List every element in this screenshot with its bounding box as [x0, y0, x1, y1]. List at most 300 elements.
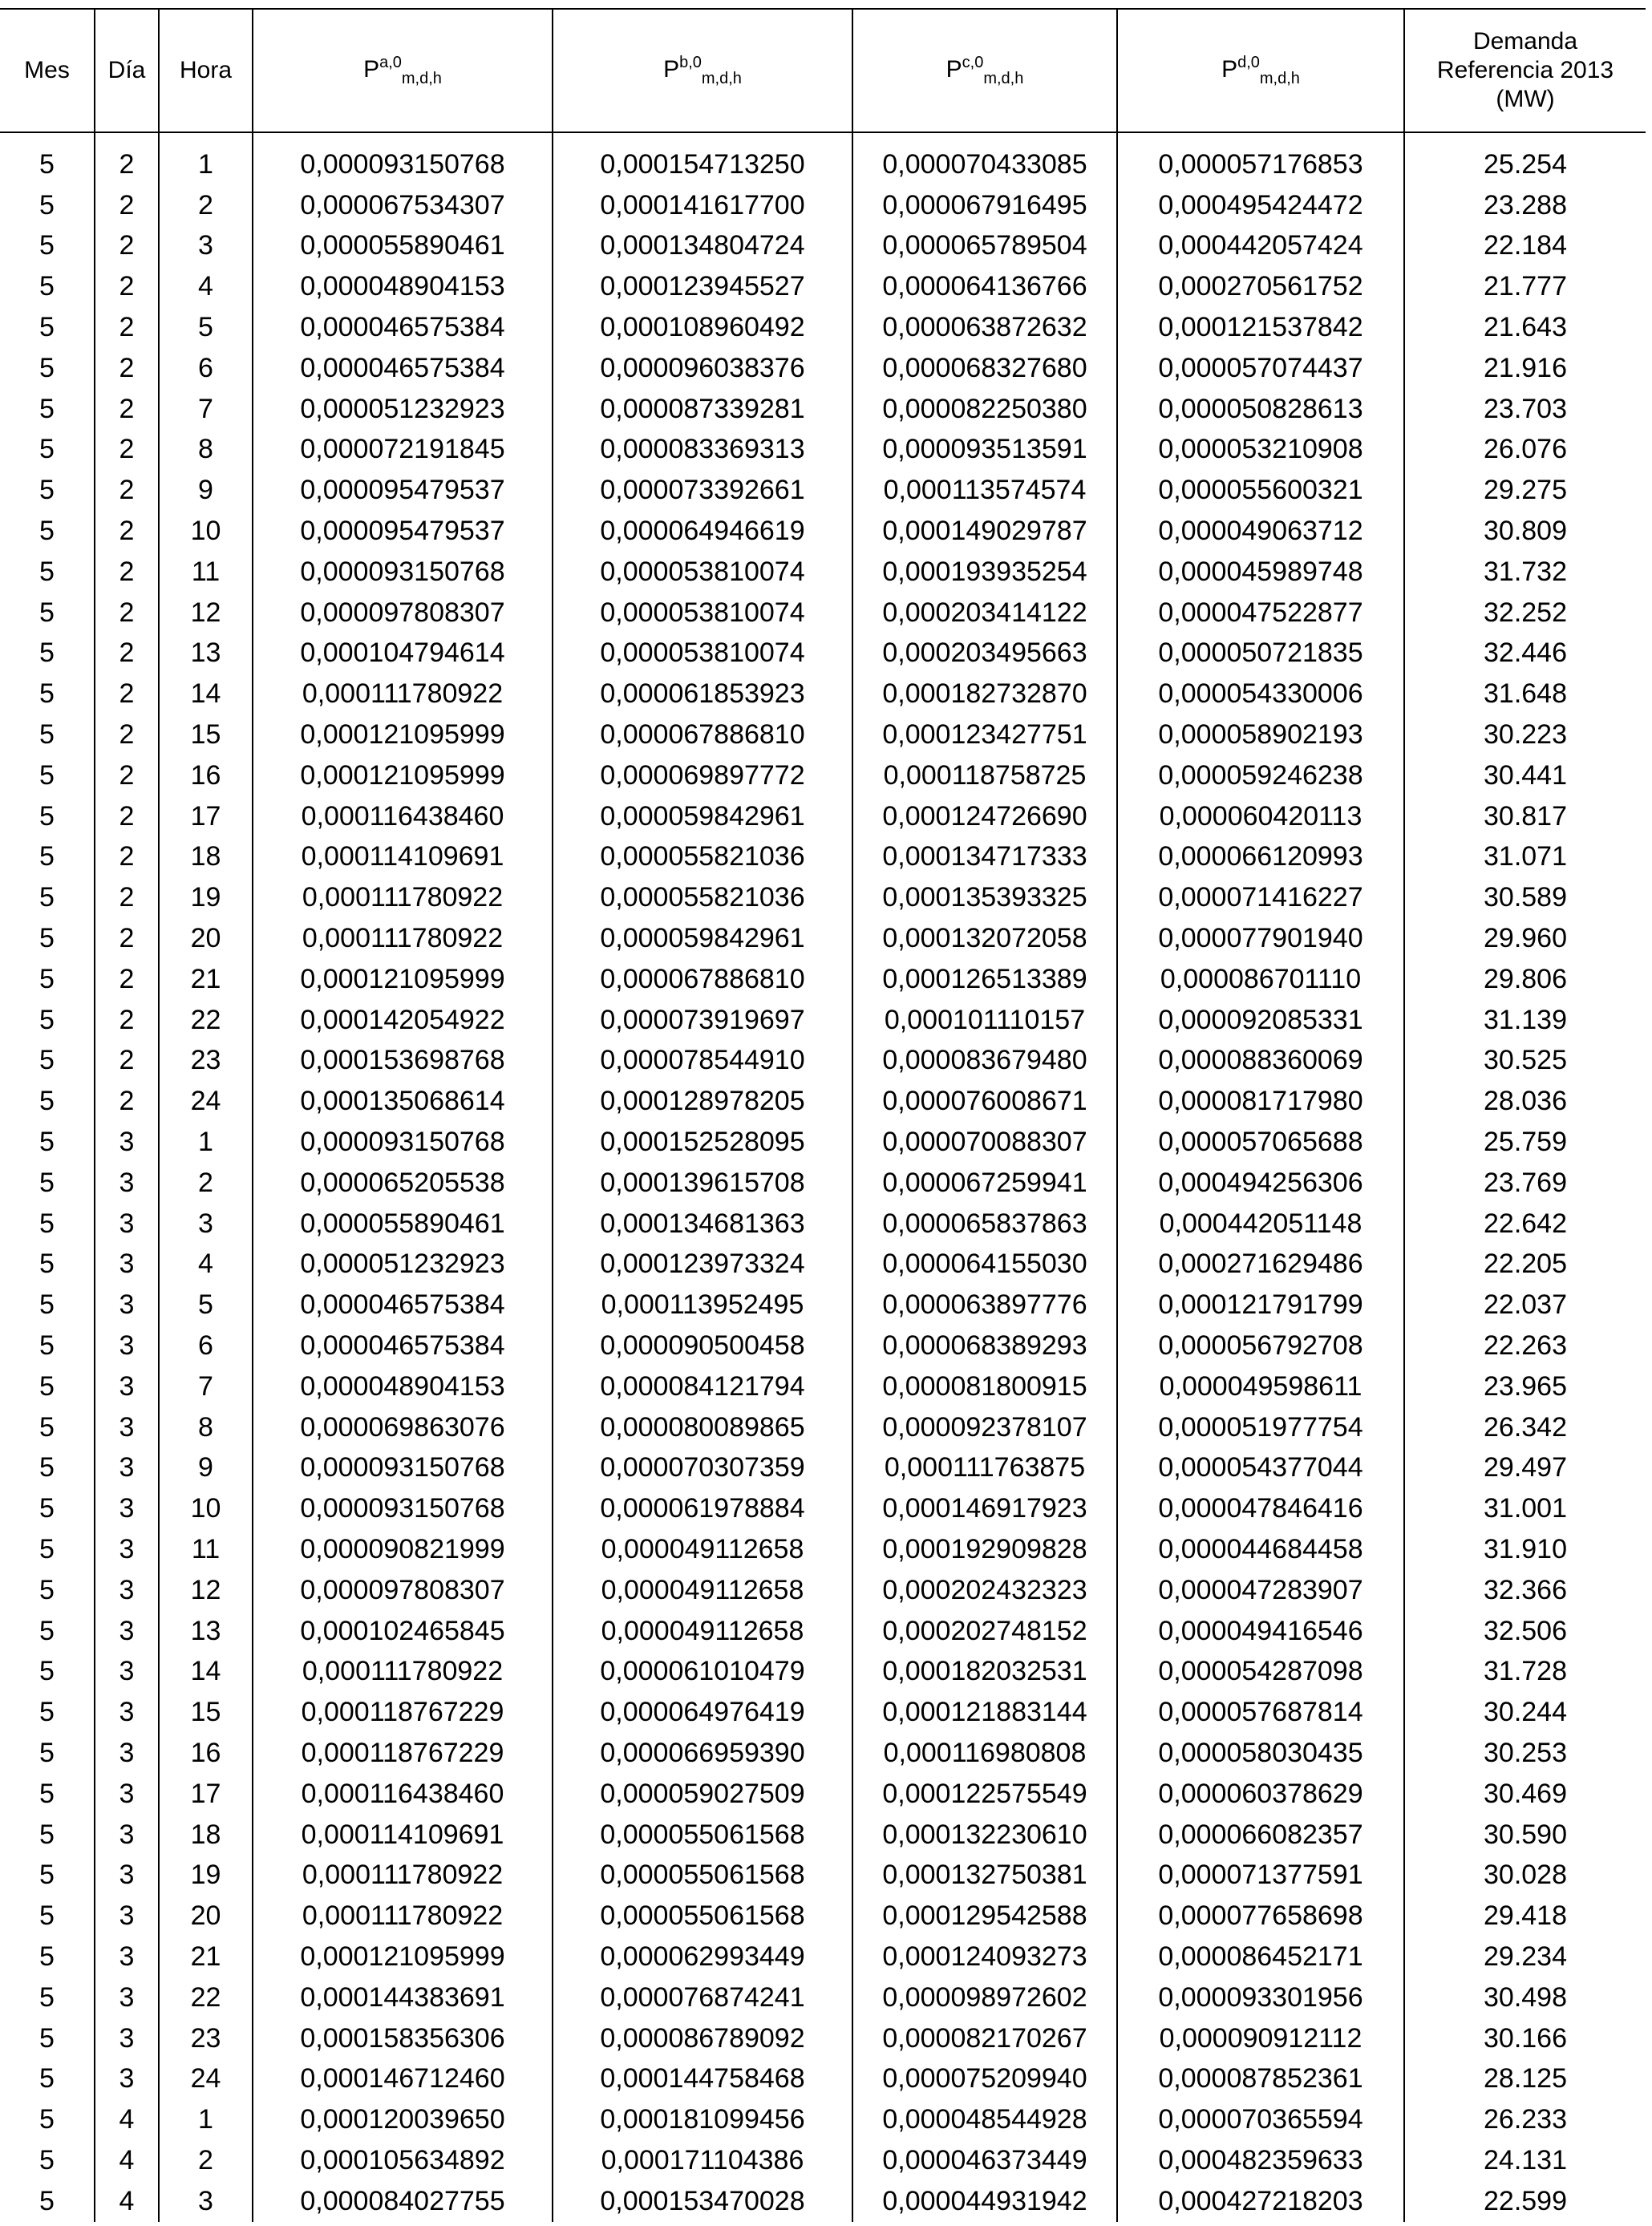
cell-pc: 0,000081800915	[852, 1366, 1117, 1407]
cell-demanda: 23.965	[1404, 1366, 1646, 1407]
cell-pc: 0,000149029787	[852, 511, 1117, 552]
cell-mes: 5	[39, 2063, 55, 2094]
cell-hora: 13	[159, 1611, 253, 1652]
cell-pa: 0,000120039650	[253, 2099, 553, 2140]
cell-pa: 0,000051232923	[253, 1245, 553, 1285]
cell-pa: 0,000097808307	[253, 593, 553, 633]
table-row	[0, 1774, 1646, 1815]
cell-hora: 18	[159, 837, 253, 878]
cell-demanda: 31.732	[1404, 552, 1646, 593]
cell-pd: 0,000054377044	[1117, 1448, 1404, 1489]
cell-pb: 0,000086789092	[553, 2018, 852, 2059]
cell-dia: 2	[95, 714, 159, 755]
cell-demanda: 30.809	[1404, 511, 1646, 552]
cell-pd: 0,000049063712	[1117, 511, 1404, 552]
table-row	[0, 226, 1646, 267]
table-row	[0, 593, 1646, 633]
column-header-pb: P$^{b,0}_{m,d,h}$	[553, 9, 852, 132]
table-row	[0, 266, 1646, 307]
cell-pa: 0,000048904153	[253, 266, 553, 307]
cell-pd: 0,000086452171	[1117, 1937, 1404, 1977]
cell-dia: 3	[95, 1245, 159, 1285]
cell-dia: 2	[95, 796, 159, 837]
cell-pd: 0,000066082357	[1117, 1815, 1404, 1856]
column-header-hora: Hora	[159, 9, 253, 132]
cell-demanda: 25.759	[1404, 1122, 1646, 1163]
cell-pb: 0,000084121794	[553, 1366, 852, 1407]
cell-dia: 2	[95, 755, 159, 796]
cell-pa: 0,000046575384	[253, 1325, 553, 1366]
cell-hora: 20	[159, 918, 253, 959]
cell-pb: 0,000061010479	[553, 1651, 852, 1692]
cell-demanda: 31.648	[1404, 674, 1646, 714]
cell-dia: 4	[95, 2099, 159, 2140]
cell-demanda: 23.769	[1404, 1163, 1646, 1204]
cell-mes: 5	[39, 1208, 55, 1239]
cell-demanda: 22.642	[1404, 1204, 1646, 1245]
cell-demanda: 26.342	[1404, 1407, 1646, 1448]
cell-hora: 2	[159, 2140, 253, 2181]
cell-pc: 0,000203414122	[852, 593, 1117, 633]
cell-demanda: 22.263	[1404, 1325, 1646, 1366]
cell-mes: 5	[39, 1167, 55, 1198]
cell-pa: 0,000051232923	[253, 389, 553, 430]
cell-hora: 19	[159, 1855, 253, 1896]
cell-pa: 0,000105634892	[253, 2140, 553, 2181]
cell-mes: 5	[39, 2022, 55, 2054]
cell-hora: 12	[159, 1570, 253, 1611]
cell-mes: 5	[39, 312, 55, 343]
cell-hora: 2	[159, 185, 253, 226]
cell-pa: 0,000093150768	[253, 552, 553, 593]
cell-pb: 0,000062993449	[553, 1937, 852, 1977]
table-row	[0, 1041, 1646, 1082]
cell-pc: 0,000098972602	[852, 1977, 1117, 2018]
cell-pa: 0,000072191845	[253, 430, 553, 471]
cell-pd: 0,000054287098	[1117, 1651, 1404, 1692]
cell-pd: 0,000087852361	[1117, 2058, 1404, 2099]
cell-pc: 0,000146917923	[852, 1488, 1117, 1529]
cell-dia: 2	[95, 1000, 159, 1041]
cell-pb: 0,000055061568	[553, 1815, 852, 1856]
cell-pa: 0,000114109691	[253, 1815, 553, 1856]
cell-dia: 3	[95, 1855, 159, 1896]
cell-pb: 0,000181099456	[553, 2099, 852, 2140]
table-row	[0, 877, 1646, 918]
table-row	[0, 348, 1646, 389]
cell-pc: 0,000076008671	[852, 1081, 1117, 1122]
table-row	[0, 1977, 1646, 2018]
cell-dia: 2	[95, 470, 159, 511]
cell-pb: 0,000059842961	[553, 796, 852, 837]
table-row	[0, 1896, 1646, 1937]
cell-pc: 0,000121883144	[852, 1692, 1117, 1733]
cell-demanda: 30.817	[1404, 796, 1646, 837]
cell-dia: 3	[95, 1448, 159, 1489]
table-row	[0, 2058, 1646, 2099]
cell-dia: 3	[95, 1611, 159, 1652]
cell-hora: 10	[159, 511, 253, 552]
cell-demanda: 26.076	[1404, 430, 1646, 471]
table-body	[0, 132, 1646, 2222]
cell-dia: 2	[95, 959, 159, 1000]
cell-dia: 3	[95, 1896, 159, 1937]
cell-pc: 0,000046373449	[852, 2140, 1117, 2181]
cell-pa: 0,000093150768	[253, 1488, 553, 1529]
cell-pd: 0,000060378629	[1117, 1774, 1404, 1815]
table-row	[0, 1245, 1646, 1285]
cell-hora: 21	[159, 1937, 253, 1977]
cell-pd: 0,000494256306	[1117, 1163, 1404, 1204]
cell-pc: 0,000132072058	[852, 918, 1117, 959]
table-row	[0, 1611, 1646, 1652]
cell-pb: 0,000049112658	[553, 1570, 852, 1611]
cell-demanda: 30.253	[1404, 1733, 1646, 1774]
cell-pd: 0,000081717980	[1117, 1081, 1404, 1122]
cell-mes: 5	[39, 189, 55, 221]
cell-pa: 0,000121095999	[253, 959, 553, 1000]
cell-pa: 0,000153698768	[253, 1041, 553, 1082]
cell-pb: 0,000080089865	[553, 1407, 852, 1448]
cell-dia: 3	[95, 1692, 159, 1733]
cell-hora: 1	[159, 2099, 253, 2140]
cell-dia: 2	[95, 348, 159, 389]
cell-hora: 8	[159, 1407, 253, 1448]
cell-dia: 3	[95, 2018, 159, 2059]
cell-mes: 5	[39, 1941, 55, 1972]
cell-pb: 0,000055061568	[553, 1855, 852, 1896]
table-row	[0, 959, 1646, 1000]
cell-pd: 0,000049416546	[1117, 1611, 1404, 1652]
cell-pc: 0,000070433085	[852, 132, 1117, 185]
cell-dia: 2	[95, 1041, 159, 1082]
cell-pd: 0,000090912112	[1117, 2018, 1404, 2059]
column-header-pd: P$^{d,0}_{m,d,h}$	[1117, 9, 1404, 132]
cell-dia: 2	[95, 511, 159, 552]
cell-demanda: 21.643	[1404, 307, 1646, 348]
cell-pd: 0,000092085331	[1117, 1000, 1404, 1041]
cell-dia: 3	[95, 1570, 159, 1611]
table-row	[0, 1815, 1646, 1856]
cell-mes: 5	[39, 1249, 55, 1280]
column-header-dia: Día	[95, 9, 159, 132]
cell-pc: 0,000092378107	[852, 1407, 1117, 1448]
cell-demanda: 23.703	[1404, 389, 1646, 430]
cell-demanda: 30.589	[1404, 877, 1646, 918]
cell-pb: 0,000096038376	[553, 348, 852, 389]
cell-mes: 5	[39, 1615, 55, 1646]
table-row	[0, 1651, 1646, 1692]
table-row	[0, 1325, 1646, 1366]
cell-pa: 0,000102465845	[253, 1611, 553, 1652]
table-row	[0, 1570, 1646, 1611]
cell-demanda: 28.036	[1404, 1081, 1646, 1122]
table-row	[0, 1122, 1646, 1163]
cell-mes: 5	[39, 2104, 55, 2135]
cell-pa: 0,000146712460	[253, 2058, 553, 2099]
cell-mes: 5	[39, 882, 55, 913]
cell-pa: 0,000046575384	[253, 348, 553, 389]
column-header-pc: P$^{c,0}_{m,d,h}$	[852, 9, 1117, 132]
cell-demanda: 22.184	[1404, 226, 1646, 267]
cell-pc: 0,000202432323	[852, 1570, 1117, 1611]
cell-pb: 0,000073392661	[553, 470, 852, 511]
cell-pc: 0,000116980808	[852, 1733, 1117, 1774]
cell-pc: 0,000182032531	[852, 1651, 1117, 1692]
cell-pc: 0,000129542588	[852, 1896, 1117, 1937]
cell-demanda: 32.506	[1404, 1611, 1646, 1652]
cell-pd: 0,000047846416	[1117, 1488, 1404, 1529]
cell-pd: 0,000057176853	[1117, 132, 1404, 185]
cell-hora: 3	[159, 2181, 253, 2222]
cell-dia: 3	[95, 1529, 159, 1570]
table-row	[0, 1163, 1646, 1204]
cell-mes: 5	[39, 475, 55, 506]
cell-dia: 2	[95, 226, 159, 267]
cell-pc: 0,000113574574	[852, 470, 1117, 511]
cell-pa: 0,000135068614	[253, 1081, 553, 1122]
cell-pc: 0,000063872632	[852, 307, 1117, 348]
cell-hora: 7	[159, 1366, 253, 1407]
cell-hora: 22	[159, 1977, 253, 2018]
cell-dia: 3	[95, 1366, 159, 1407]
cell-pc: 0,000134717333	[852, 837, 1117, 878]
cell-pb: 0,000139615708	[553, 1163, 852, 1204]
cell-mes: 5	[39, 434, 55, 465]
cell-pa: 0,000111780922	[253, 1651, 553, 1692]
cell-pd: 0,000427218203	[1117, 2181, 1404, 2222]
cell-pb: 0,000055061568	[553, 1896, 852, 1937]
cell-mes: 5	[39, 597, 55, 628]
cell-pc: 0,000132750381	[852, 1855, 1117, 1896]
cell-pb: 0,000083369313	[553, 430, 852, 471]
cell-demanda: 31.728	[1404, 1651, 1646, 1692]
cell-pc: 0,000065837863	[852, 1204, 1117, 1245]
cell-mes: 5	[39, 1289, 55, 1321]
cell-pb: 0,000123945527	[553, 266, 852, 307]
cell-demanda: 29.497	[1404, 1448, 1646, 1489]
cell-hora: 2	[159, 1163, 253, 1204]
cell-dia: 2	[95, 132, 159, 185]
cell-demanda: 31.910	[1404, 1529, 1646, 1570]
cell-demanda: 21.916	[1404, 348, 1646, 389]
cell-hora: 17	[159, 796, 253, 837]
cell-pb: 0,000154713250	[553, 132, 852, 185]
cell-dia: 3	[95, 1733, 159, 1774]
cell-pd: 0,000047283907	[1117, 1570, 1404, 1611]
cell-pa: 0,000095479537	[253, 470, 553, 511]
cell-pd: 0,000088360069	[1117, 1041, 1404, 1082]
cell-hora: 3	[159, 1204, 253, 1245]
cell-hora: 15	[159, 714, 253, 755]
cell-pb: 0,000128978205	[553, 1081, 852, 1122]
cell-hora: 24	[159, 2058, 253, 2099]
table-row	[0, 389, 1646, 430]
cell-dia: 4	[95, 2181, 159, 2222]
table-row	[0, 714, 1646, 755]
table-row	[0, 1081, 1646, 1122]
cell-pa: 0,000111780922	[253, 877, 553, 918]
cell-mes: 5	[39, 1493, 55, 1524]
cell-pb: 0,000070307359	[553, 1448, 852, 1489]
cell-pb: 0,000055821036	[553, 837, 852, 878]
cell-mes: 5	[39, 1860, 55, 1891]
cell-hora: 22	[159, 1000, 253, 1041]
cell-pa: 0,000093150768	[253, 132, 553, 185]
cell-dia: 3	[95, 1163, 159, 1204]
cell-pb: 0,000153470028	[553, 2181, 852, 2222]
cell-pa: 0,000158356306	[253, 2018, 553, 2059]
cell-hora: 12	[159, 593, 253, 633]
cell-hora: 4	[159, 1245, 253, 1285]
cell-pd: 0,000077901940	[1117, 918, 1404, 959]
cell-demanda: 32.366	[1404, 1570, 1646, 1611]
cell-pd: 0,000054330006	[1117, 674, 1404, 714]
cell-pd: 0,000053210908	[1117, 430, 1404, 471]
table-row	[0, 2018, 1646, 2059]
cell-hora: 5	[159, 307, 253, 348]
table-row	[0, 1285, 1646, 1325]
cell-pd: 0,000121791799	[1117, 1285, 1404, 1325]
cell-pd: 0,000051977754	[1117, 1407, 1404, 1448]
cell-dia: 2	[95, 307, 159, 348]
cell-dia: 2	[95, 552, 159, 593]
cell-pa: 0,000069863076	[253, 1407, 553, 1448]
column-header-pa: P$^{a,0}_{m,d,h}$	[253, 9, 553, 132]
cell-pb: 0,000108960492	[553, 307, 852, 348]
cell-pd: 0,000060420113	[1117, 796, 1404, 837]
cell-pb: 0,000061978884	[553, 1488, 852, 1529]
cell-mes: 5	[39, 1656, 55, 1687]
cell-mes: 5	[39, 800, 55, 832]
column-header-demanda: Demanda Referencia 2013 (MW)	[1404, 9, 1646, 132]
cell-hora: 1	[159, 132, 253, 185]
cell-pd: 0,000057065688	[1117, 1122, 1404, 1163]
cell-mes: 5	[39, 148, 55, 180]
cell-pa: 0,000118767229	[253, 1692, 553, 1733]
cell-pb: 0,000134681363	[553, 1204, 852, 1245]
cell-pc: 0,000063897776	[852, 1285, 1117, 1325]
cell-dia: 3	[95, 1651, 159, 1692]
cell-hora: 14	[159, 1651, 253, 1692]
cell-dia: 3	[95, 1815, 159, 1856]
table-row	[0, 185, 1646, 226]
table-row	[0, 837, 1646, 878]
cell-dia: 2	[95, 389, 159, 430]
cell-hora: 8	[159, 430, 253, 471]
cell-demanda: 24.131	[1404, 2140, 1646, 2181]
table-row	[0, 1366, 1646, 1407]
cell-mes: 5	[39, 516, 55, 547]
cell-pa: 0,000067534307	[253, 185, 553, 226]
cell-pa: 0,000084027755	[253, 2181, 553, 2222]
cell-demanda: 25.254	[1404, 132, 1646, 185]
cell-pd: 0,000070365594	[1117, 2099, 1404, 2140]
cell-demanda: 30.498	[1404, 1977, 1646, 2018]
cell-pc: 0,000182732870	[852, 674, 1117, 714]
cell-pd: 0,000044684458	[1117, 1529, 1404, 1570]
cell-pc: 0,000065789504	[852, 226, 1117, 267]
demand-profile-table	[0, 8, 1646, 2222]
table-row	[0, 307, 1646, 348]
cell-demanda: 29.806	[1404, 959, 1646, 1000]
cell-pc: 0,000202748152	[852, 1611, 1117, 1652]
cell-hora: 6	[159, 1325, 253, 1366]
cell-pb: 0,000171104386	[553, 2140, 852, 2181]
cell-dia: 3	[95, 2058, 159, 2099]
cell-dia: 2	[95, 633, 159, 674]
cell-pd: 0,000058902193	[1117, 714, 1404, 755]
cell-hora: 5	[159, 1285, 253, 1325]
cell-dia: 4	[95, 2140, 159, 2181]
cell-pd: 0,000057687814	[1117, 1692, 1404, 1733]
cell-mes: 5	[39, 1086, 55, 1117]
cell-dia: 3	[95, 1774, 159, 1815]
cell-pb: 0,000069897772	[553, 755, 852, 796]
cell-hora: 9	[159, 470, 253, 511]
cell-mes: 5	[39, 1330, 55, 1361]
cell-dia: 2	[95, 593, 159, 633]
cell-pb: 0,000049112658	[553, 1611, 852, 1652]
cell-mes: 5	[39, 1574, 55, 1605]
cell-pc: 0,000075209940	[852, 2058, 1117, 2099]
cell-mes: 5	[39, 393, 55, 424]
cell-pd: 0,000442051148	[1117, 1204, 1404, 1245]
cell-pb: 0,000066959390	[553, 1733, 852, 1774]
cell-hora: 11	[159, 1529, 253, 1570]
cell-pa: 0,000118767229	[253, 1733, 553, 1774]
cell-hora: 18	[159, 1815, 253, 1856]
cell-pc: 0,000070088307	[852, 1122, 1117, 1163]
table-row	[0, 430, 1646, 471]
cell-pb: 0,000053810074	[553, 593, 852, 633]
cell-pa: 0,000046575384	[253, 307, 553, 348]
cell-pa: 0,000116438460	[253, 1774, 553, 1815]
cell-mes: 5	[39, 923, 55, 954]
cell-pd: 0,000066120993	[1117, 837, 1404, 878]
cell-demanda: 22.599	[1404, 2181, 1646, 2222]
cell-demanda: 29.960	[1404, 918, 1646, 959]
cell-dia: 2	[95, 918, 159, 959]
cell-pc: 0,000068389293	[852, 1325, 1117, 1366]
cell-pd: 0,000071416227	[1117, 877, 1404, 918]
cell-demanda: 21.777	[1404, 266, 1646, 307]
cell-mes: 5	[39, 352, 55, 383]
cell-demanda: 29.234	[1404, 1937, 1646, 1977]
cell-pa: 0,000114109691	[253, 837, 553, 878]
cell-pc: 0,000111763875	[852, 1448, 1117, 1489]
cell-pb: 0,000090500458	[553, 1325, 852, 1366]
cell-demanda: 30.028	[1404, 1855, 1646, 1896]
cell-pc: 0,000193935254	[852, 552, 1117, 593]
cell-pb: 0,000123973324	[553, 1245, 852, 1285]
cell-pa: 0,000048904153	[253, 1366, 553, 1407]
cell-demanda: 30.244	[1404, 1692, 1646, 1733]
cell-pd: 0,000271629486	[1117, 1245, 1404, 1285]
cell-pd: 0,000045989748	[1117, 552, 1404, 593]
cell-hora: 15	[159, 1692, 253, 1733]
cell-mes: 5	[39, 1533, 55, 1564]
cell-pc: 0,000064155030	[852, 1245, 1117, 1285]
cell-pd: 0,000057074437	[1117, 348, 1404, 389]
cell-pd: 0,000495424472	[1117, 185, 1404, 226]
cell-mes: 5	[39, 1697, 55, 1728]
table-row	[0, 796, 1646, 837]
cell-pc: 0,000124093273	[852, 1937, 1117, 1977]
cell-pb: 0,000053810074	[553, 552, 852, 593]
cell-pc: 0,000126513389	[852, 959, 1117, 1000]
cell-mes: 5	[39, 1411, 55, 1443]
